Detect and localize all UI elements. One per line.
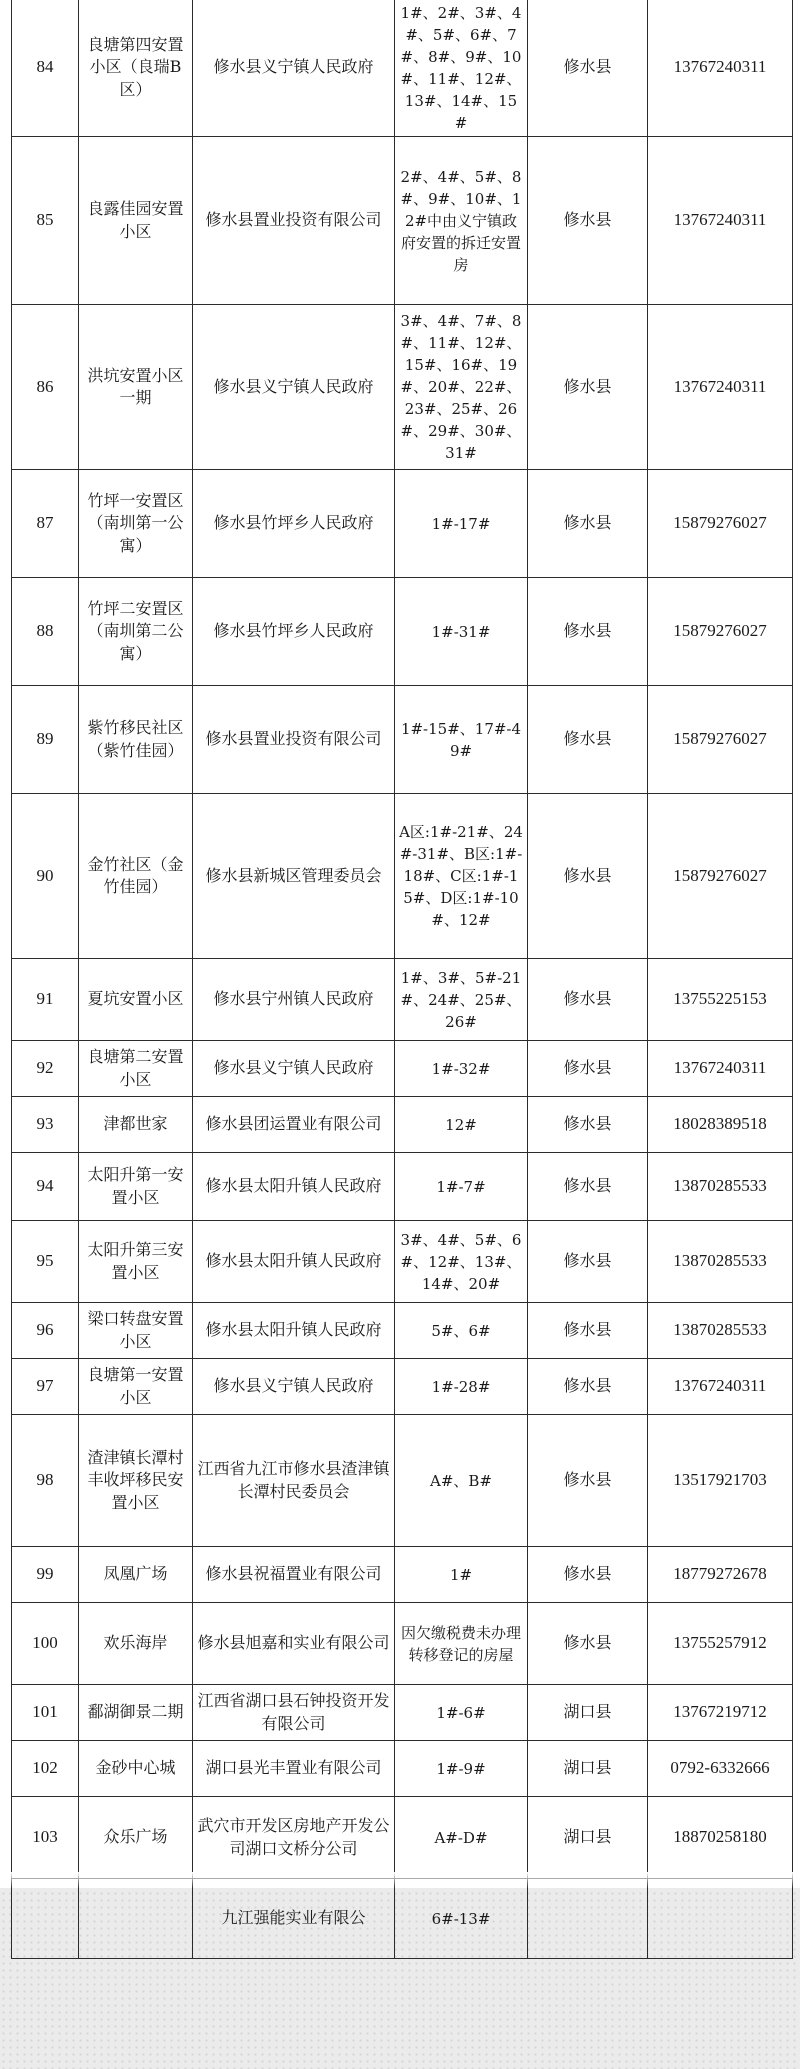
building-numbers-cell: 1#-17# <box>395 470 528 578</box>
county-cell: 修水县 <box>528 578 648 686</box>
responsible-unit-cell: 修水县义宁镇人民政府 <box>193 1359 395 1415</box>
community-name-cell: 津都世家 <box>79 1097 193 1153</box>
table-row <box>12 1359 793 1415</box>
contact-phone-cell: 15879276027 <box>648 794 793 959</box>
contact-phone-cell: 15879276027 <box>648 686 793 794</box>
contact-phone-cell: 13517921703 <box>648 1415 793 1547</box>
county-cell: 修水县 <box>528 137 648 305</box>
community-name-cell: 金竹社区（金竹佳园） <box>79 794 193 959</box>
contact-phone-cell: 18870258180 <box>648 1797 793 1879</box>
county-cell: 修水县 <box>528 1359 648 1415</box>
responsible-unit-cell: 湖口县光丰置业有限公司 <box>193 1741 395 1797</box>
row-number-cell: 86 <box>12 305 79 470</box>
contact-phone-cell: 13870285533 <box>648 1303 793 1359</box>
resettlement-housing-table <box>11 0 793 1959</box>
community-name-cell: 紫竹移民社区（紫竹佳园） <box>79 686 193 794</box>
contact-phone-cell: 13870285533 <box>648 1221 793 1303</box>
row-number-cell: 100 <box>12 1603 79 1685</box>
table-row <box>12 1547 793 1603</box>
table-row <box>12 1415 793 1547</box>
building-numbers-cell: 1#、2#、3#、4#、5#、6#、7#、8#、9#、10#、11#、12#、13#、14#、15# <box>395 0 528 137</box>
county-cell: 湖口县 <box>528 1685 648 1741</box>
table-row <box>12 578 793 686</box>
table-row <box>12 1603 793 1685</box>
row-number-cell: 98 <box>12 1415 79 1547</box>
table-row <box>12 1685 793 1741</box>
county-cell: 修水县 <box>528 1603 648 1685</box>
row-number-cell: 93 <box>12 1097 79 1153</box>
community-name-cell: 竹坪二安置区（南圳第二公寓） <box>79 578 193 686</box>
county-cell: 修水县 <box>528 1041 648 1097</box>
building-numbers-cell: 1#-7# <box>395 1153 528 1221</box>
contact-phone-cell: 15879276027 <box>648 578 793 686</box>
responsible-unit-cell: 修水县祝福置业有限公司 <box>193 1547 395 1603</box>
table-row <box>12 470 793 578</box>
community-name-cell: 凤凰广场 <box>79 1547 193 1603</box>
building-numbers-cell: 5#、6# <box>395 1303 528 1359</box>
county-cell: 湖口县 <box>528 1797 648 1879</box>
row-number-cell: 102 <box>12 1741 79 1797</box>
responsible-unit-cell: 江西省湖口县石钟投资开发有限公司 <box>193 1685 395 1741</box>
community-name-cell: 太阳升第三安置小区 <box>79 1221 193 1303</box>
contact-phone-cell: 13767240311 <box>648 137 793 305</box>
row-number-cell: 87 <box>12 470 79 578</box>
table-row <box>12 794 793 959</box>
responsible-unit-cell: 修水县宁州镇人民政府 <box>193 959 395 1041</box>
table-row <box>12 1041 793 1097</box>
row-number-cell: 92 <box>12 1041 79 1097</box>
responsible-unit-cell: 修水县竹坪乡人民政府 <box>193 470 395 578</box>
table-row <box>12 1221 793 1303</box>
county-cell: 修水县 <box>528 470 648 578</box>
responsible-unit-cell: 修水县竹坪乡人民政府 <box>193 578 395 686</box>
community-name-cell: 良塘第二安置小区 <box>79 1041 193 1097</box>
community-name-cell <box>79 1879 193 1959</box>
responsible-unit-cell: 修水县太阳升镇人民政府 <box>193 1153 395 1221</box>
community-name-cell: 欢乐海岸 <box>79 1603 193 1685</box>
row-number-cell: 89 <box>12 686 79 794</box>
building-numbers-cell: 1#、3#、5#-21#、24#、25#、26# <box>395 959 528 1041</box>
responsible-unit-cell: 修水县义宁镇人民政府 <box>193 305 395 470</box>
county-cell: 修水县 <box>528 959 648 1041</box>
table-row <box>12 1797 793 1879</box>
building-numbers-cell: 2#、4#、5#、8#、9#、10#、12#中由义宁镇政府安置的拆迁安置房 <box>395 137 528 305</box>
responsible-unit-cell: 江西省九江市修水县渣津镇长潭村民委员会 <box>193 1415 395 1547</box>
contact-phone-cell: 15879276027 <box>648 470 793 578</box>
table-row <box>12 1097 793 1153</box>
responsible-unit-cell: 修水县太阳升镇人民政府 <box>193 1303 395 1359</box>
county-cell: 修水县 <box>528 305 648 470</box>
responsible-unit-cell: 修水县置业投资有限公司 <box>193 137 395 305</box>
community-name-cell: 良塘第四安置小区（良瑞B区） <box>79 0 193 137</box>
contact-phone-cell: 13755225153 <box>648 959 793 1041</box>
community-name-cell: 梁口转盘安置小区 <box>79 1303 193 1359</box>
building-numbers-cell: A#-D# <box>395 1797 528 1879</box>
county-cell: 修水县 <box>528 1097 648 1153</box>
building-numbers-cell: 1#-28# <box>395 1359 528 1415</box>
table-row <box>12 137 793 305</box>
building-numbers-cell: 1#-15#、17#-49# <box>395 686 528 794</box>
building-numbers-cell: 12# <box>395 1097 528 1153</box>
responsible-unit-cell: 武穴市开发区房地产开发公司湖口文桥分公司 <box>193 1797 395 1879</box>
building-numbers-cell: 1#-31# <box>395 578 528 686</box>
row-number-cell <box>12 1879 79 1959</box>
community-name-cell: 太阳升第一安置小区 <box>79 1153 193 1221</box>
county-cell: 修水县 <box>528 1415 648 1547</box>
county-cell: 修水县 <box>528 686 648 794</box>
county-cell: 修水县 <box>528 1547 648 1603</box>
community-name-cell: 鄱湖御景二期 <box>79 1685 193 1741</box>
community-name-cell: 金砂中心城 <box>79 1741 193 1797</box>
building-numbers-cell: 3#、4#、7#、8#、11#、12#、15#、16#、19#、20#、22#、23#、25#、26#、29#、30#、31# <box>395 305 528 470</box>
community-name-cell: 渣津镇长潭村丰收坪移民安置小区 <box>79 1415 193 1547</box>
row-number-cell: 85 <box>12 137 79 305</box>
contact-phone-cell: 13870285533 <box>648 1153 793 1221</box>
contact-phone-cell: 13767240311 <box>648 0 793 137</box>
table-row <box>12 0 793 137</box>
county-cell: 修水县 <box>528 0 648 137</box>
responsible-unit-cell: 修水县团运置业有限公司 <box>193 1097 395 1153</box>
row-number-cell: 90 <box>12 794 79 959</box>
building-numbers-cell: 6#-13# <box>395 1879 528 1959</box>
contact-phone-cell: 13767219712 <box>648 1685 793 1741</box>
contact-phone-cell: 0792-6332666 <box>648 1741 793 1797</box>
responsible-unit-cell: 修水县义宁镇人民政府 <box>193 0 395 137</box>
building-numbers-cell: 1# <box>395 1547 528 1603</box>
building-numbers-cell: 1#-6# <box>395 1685 528 1741</box>
county-cell: 修水县 <box>528 1153 648 1221</box>
responsible-unit-cell: 修水县旭嘉和实业有限公司 <box>193 1603 395 1685</box>
community-name-cell: 洪坑安置小区一期 <box>79 305 193 470</box>
county-cell: 修水县 <box>528 1303 648 1359</box>
row-number-cell: 88 <box>12 578 79 686</box>
contact-phone-cell: 13767240311 <box>648 1041 793 1097</box>
row-number-cell: 103 <box>12 1797 79 1879</box>
responsible-unit-cell: 修水县义宁镇人民政府 <box>193 1041 395 1097</box>
responsible-unit-cell: 修水县新城区管理委员会 <box>193 794 395 959</box>
building-numbers-cell: 因欠缴税费未办理转移登记的房屋 <box>395 1603 528 1685</box>
table-row <box>12 959 793 1041</box>
responsible-unit-cell: 修水县置业投资有限公司 <box>193 686 395 794</box>
contact-phone-cell: 13767240311 <box>648 1359 793 1415</box>
row-number-cell: 91 <box>12 959 79 1041</box>
county-cell: 湖口县 <box>528 1741 648 1797</box>
row-number-cell: 99 <box>12 1547 79 1603</box>
row-number-cell: 94 <box>12 1153 79 1221</box>
contact-phone-cell: 13767240311 <box>648 305 793 470</box>
row-number-cell: 96 <box>12 1303 79 1359</box>
table-row <box>12 1153 793 1221</box>
county-cell: 修水县 <box>528 794 648 959</box>
community-name-cell: 夏坑安置小区 <box>79 959 193 1041</box>
building-numbers-cell: A#、B# <box>395 1415 528 1547</box>
community-name-cell: 良露佳园安置小区 <box>79 137 193 305</box>
row-number-cell: 84 <box>12 0 79 137</box>
table-row <box>12 1741 793 1797</box>
responsible-unit-cell: 九江强能实业有限公 <box>193 1879 395 1959</box>
row-number-cell: 97 <box>12 1359 79 1415</box>
community-name-cell: 众乐广场 <box>79 1797 193 1879</box>
building-numbers-cell: 1#-9# <box>395 1741 528 1797</box>
county-cell <box>528 1879 648 1959</box>
row-number-cell: 95 <box>12 1221 79 1303</box>
building-numbers-cell: 3#、4#、5#、6#、12#、13#、14#、20# <box>395 1221 528 1303</box>
community-name-cell: 良塘第一安置小区 <box>79 1359 193 1415</box>
building-numbers-cell: 1#-32# <box>395 1041 528 1097</box>
contact-phone-cell: 13755257912 <box>648 1603 793 1685</box>
row-number-cell: 101 <box>12 1685 79 1741</box>
building-numbers-cell: A区:1#-21#、24#-31#、B区:1#-18#、C区:1#-15#、D区:1#-10#、12# <box>395 794 528 959</box>
responsible-unit-cell: 修水县太阳升镇人民政府 <box>193 1221 395 1303</box>
contact-phone-cell: 18028389518 <box>648 1097 793 1153</box>
community-name-cell: 竹坪一安置区（南圳第一公寓） <box>79 470 193 578</box>
table-row <box>12 686 793 794</box>
county-cell: 修水县 <box>528 1221 648 1303</box>
page-cut-fade <box>0 1872 800 1888</box>
table-row <box>12 305 793 470</box>
table-row <box>12 1303 793 1359</box>
table-row <box>12 1879 793 1959</box>
contact-phone-cell <box>648 1879 793 1959</box>
contact-phone-cell: 18779272678 <box>648 1547 793 1603</box>
